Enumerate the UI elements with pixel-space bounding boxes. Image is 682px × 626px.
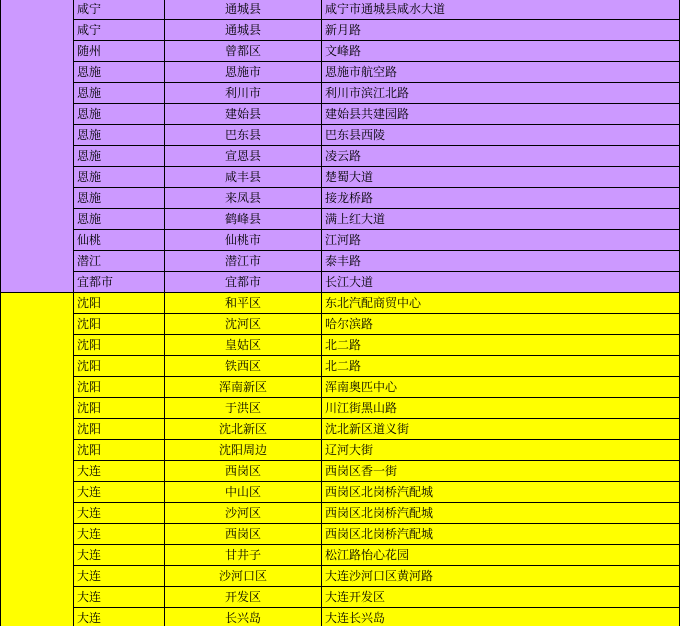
table-row[interactable] — [1, 503, 680, 524]
table-row[interactable] — [1, 125, 680, 146]
city-cell[interactable]: 沈阳 — [74, 356, 165, 377]
city-cell[interactable]: 潜江 — [74, 251, 165, 272]
group-cell[interactable] — [1, 167, 74, 188]
district-cell[interactable]: 曾都区 — [165, 41, 322, 62]
city-cell[interactable]: 大连 — [74, 608, 165, 626]
table-row[interactable] — [1, 587, 680, 608]
district-cell[interactable]: 于洪区 — [165, 398, 322, 419]
group-cell[interactable] — [1, 608, 74, 626]
group-cell[interactable] — [1, 125, 74, 146]
address-cell[interactable]: 建始县共建园路 — [322, 104, 680, 125]
district-cell[interactable]: 咸丰县 — [165, 167, 322, 188]
district-cell[interactable]: 沈阳周边 — [165, 440, 322, 461]
table-row[interactable] — [1, 209, 680, 230]
address-cell[interactable]: 长江大道 — [322, 272, 680, 293]
address-cell[interactable]: 北二路 — [322, 335, 680, 356]
city-cell[interactable]: 咸宁 — [74, 20, 165, 41]
table-row[interactable] — [1, 524, 680, 545]
table-row[interactable] — [1, 545, 680, 566]
city-cell[interactable]: 沈阳 — [74, 335, 165, 356]
group-cell[interactable] — [1, 251, 74, 272]
city-cell[interactable]: 仙桃 — [74, 230, 165, 251]
city-cell[interactable]: 沈阳 — [74, 398, 165, 419]
group-cell[interactable] — [1, 419, 74, 440]
district-cell[interactable]: 鹤峰县 — [165, 209, 322, 230]
district-cell[interactable]: 来凤县 — [165, 188, 322, 209]
district-cell[interactable]: 恩施市 — [165, 62, 322, 83]
table-row[interactable] — [1, 167, 680, 188]
district-cell[interactable]: 建始县 — [165, 104, 322, 125]
group-cell[interactable] — [1, 104, 74, 125]
group-cell[interactable] — [1, 188, 74, 209]
city-cell[interactable]: 恩施 — [74, 167, 165, 188]
district-cell[interactable]: 通城县 — [165, 20, 322, 41]
table-row[interactable] — [1, 104, 680, 125]
table-row[interactable] — [1, 356, 680, 377]
city-cell[interactable]: 恩施 — [74, 83, 165, 104]
address-cell[interactable]: 松江路怡心花园 — [322, 545, 680, 566]
table-row[interactable] — [1, 482, 680, 503]
city-cell[interactable]: 随州 — [74, 41, 165, 62]
group-cell[interactable] — [1, 566, 74, 587]
group-cell[interactable] — [1, 314, 74, 335]
city-cell[interactable]: 恩施 — [74, 146, 165, 167]
address-cell[interactable]: 西岗区北岗桥汽配城 — [322, 482, 680, 503]
table-row[interactable] — [1, 440, 680, 461]
city-cell[interactable]: 沈阳 — [74, 377, 165, 398]
address-cell[interactable]: 浑南奥匹中心 — [322, 377, 680, 398]
group-cell[interactable] — [1, 440, 74, 461]
table-row[interactable] — [1, 251, 680, 272]
group-cell[interactable] — [1, 482, 74, 503]
city-cell[interactable]: 大连 — [74, 545, 165, 566]
city-cell[interactable]: 大连 — [74, 587, 165, 608]
city-cell[interactable]: 恩施 — [74, 62, 165, 83]
address-cell[interactable]: 巴东县西陵 — [322, 125, 680, 146]
address-cell[interactable]: 泰丰路 — [322, 251, 680, 272]
city-cell[interactable]: 沈阳 — [74, 419, 165, 440]
table-row[interactable] — [1, 272, 680, 293]
table-row[interactable] — [1, 62, 680, 83]
address-cell[interactable]: 满上红大道 — [322, 209, 680, 230]
address-cell[interactable]: 接龙桥路 — [322, 188, 680, 209]
address-cell[interactable]: 利川市滨江北路 — [322, 83, 680, 104]
address-cell[interactable]: 北二路 — [322, 356, 680, 377]
city-cell[interactable]: 恩施 — [74, 209, 165, 230]
address-cell[interactable]: 西岗区北岗桥汽配城 — [322, 503, 680, 524]
district-cell[interactable]: 甘井子 — [165, 545, 322, 566]
group-cell[interactable] — [1, 230, 74, 251]
table-row[interactable] — [1, 566, 680, 587]
table-row[interactable] — [1, 83, 680, 104]
city-cell[interactable]: 恩施 — [74, 104, 165, 125]
address-cell[interactable]: 凌云路 — [322, 146, 680, 167]
district-cell[interactable]: 仙桃市 — [165, 230, 322, 251]
group-cell[interactable] — [1, 272, 74, 293]
address-cell[interactable]: 新月路 — [322, 20, 680, 41]
group-cell[interactable] — [1, 20, 74, 41]
group-cell[interactable] — [1, 356, 74, 377]
group-cell[interactable] — [1, 461, 74, 482]
table-row[interactable] — [1, 293, 680, 314]
address-cell[interactable]: 楚蜀大道 — [322, 167, 680, 188]
district-cell[interactable]: 铁西区 — [165, 356, 322, 377]
district-cell[interactable]: 西岗区 — [165, 461, 322, 482]
table-row[interactable] — [1, 398, 680, 419]
district-cell[interactable]: 宣恩县 — [165, 146, 322, 167]
address-cell[interactable]: 哈尔滨路 — [322, 314, 680, 335]
city-cell[interactable]: 沈阳 — [74, 314, 165, 335]
table-row[interactable] — [1, 0, 680, 20]
group-cell[interactable] — [1, 41, 74, 62]
group-cell[interactable] — [1, 335, 74, 356]
address-cell[interactable]: 川江街黑山路 — [322, 398, 680, 419]
district-cell[interactable]: 利川市 — [165, 83, 322, 104]
table-row[interactable] — [1, 230, 680, 251]
city-cell[interactable]: 大连 — [74, 566, 165, 587]
district-cell[interactable]: 长兴岛 — [165, 608, 322, 626]
district-cell[interactable]: 中山区 — [165, 482, 322, 503]
group-cell[interactable] — [1, 62, 74, 83]
address-cell[interactable]: 大连长兴岛 — [322, 608, 680, 626]
city-cell[interactable]: 沈阳 — [74, 293, 165, 314]
address-cell[interactable]: 江河路 — [322, 230, 680, 251]
district-cell[interactable]: 沙河区 — [165, 503, 322, 524]
group-cell[interactable] — [1, 377, 74, 398]
address-cell[interactable]: 文峰路 — [322, 41, 680, 62]
address-cell[interactable]: 大连开发区 — [322, 587, 680, 608]
table-row[interactable] — [1, 419, 680, 440]
table-row[interactable] — [1, 335, 680, 356]
group-cell[interactable] — [1, 83, 74, 104]
group-cell[interactable] — [1, 0, 74, 20]
city-cell[interactable]: 宜都市 — [74, 272, 165, 293]
table-row[interactable] — [1, 20, 680, 41]
district-cell[interactable]: 宜都市 — [165, 272, 322, 293]
district-cell[interactable]: 潜江市 — [165, 251, 322, 272]
table-row[interactable] — [1, 188, 680, 209]
group-cell[interactable] — [1, 524, 74, 545]
district-cell[interactable]: 巴东县 — [165, 125, 322, 146]
table-row[interactable] — [1, 146, 680, 167]
address-cell[interactable]: 沈北新区道义街 — [322, 419, 680, 440]
address-cell[interactable]: 大连沙河口区黄河路 — [322, 566, 680, 587]
address-cell[interactable]: 东北汽配商贸中心 — [322, 293, 680, 314]
group-cell[interactable] — [1, 545, 74, 566]
district-cell[interactable]: 通城县 — [165, 0, 322, 20]
district-cell[interactable]: 沙河口区 — [165, 566, 322, 587]
address-cell[interactable]: 辽河大街 — [322, 440, 680, 461]
table-row[interactable] — [1, 41, 680, 62]
district-cell[interactable]: 开发区 — [165, 587, 322, 608]
city-cell[interactable]: 恩施 — [74, 125, 165, 146]
city-cell[interactable]: 大连 — [74, 461, 165, 482]
table-row[interactable] — [1, 461, 680, 482]
city-cell[interactable]: 沈阳 — [74, 440, 165, 461]
address-cell[interactable]: 咸宁市通城县咸水大道 — [322, 0, 680, 20]
table-row[interactable] — [1, 608, 680, 626]
city-cell[interactable]: 大连 — [74, 524, 165, 545]
group-cell[interactable] — [1, 209, 74, 230]
district-cell[interactable]: 和平区 — [165, 293, 322, 314]
district-cell[interactable]: 浑南新区 — [165, 377, 322, 398]
address-cell[interactable]: 西岗区香一街 — [322, 461, 680, 482]
city-cell[interactable]: 大连 — [74, 482, 165, 503]
district-cell[interactable]: 西岗区 — [165, 524, 322, 545]
group-cell[interactable] — [1, 293, 74, 314]
city-cell[interactable]: 恩施 — [74, 188, 165, 209]
address-cell[interactable]: 西岗区北岗桥汽配城 — [322, 524, 680, 545]
group-cell[interactable] — [1, 398, 74, 419]
table-row[interactable] — [1, 314, 680, 335]
address-cell[interactable]: 恩施市航空路 — [322, 62, 680, 83]
group-cell[interactable] — [1, 587, 74, 608]
group-cell[interactable] — [1, 503, 74, 524]
table-row[interactable] — [1, 377, 680, 398]
district-cell[interactable]: 皇姑区 — [165, 335, 322, 356]
district-cell[interactable]: 沈北新区 — [165, 419, 322, 440]
group-cell[interactable] — [1, 146, 74, 167]
city-cell[interactable]: 咸宁 — [74, 0, 165, 20]
district-cell[interactable]: 沈河区 — [165, 314, 322, 335]
city-cell[interactable]: 大连 — [74, 503, 165, 524]
